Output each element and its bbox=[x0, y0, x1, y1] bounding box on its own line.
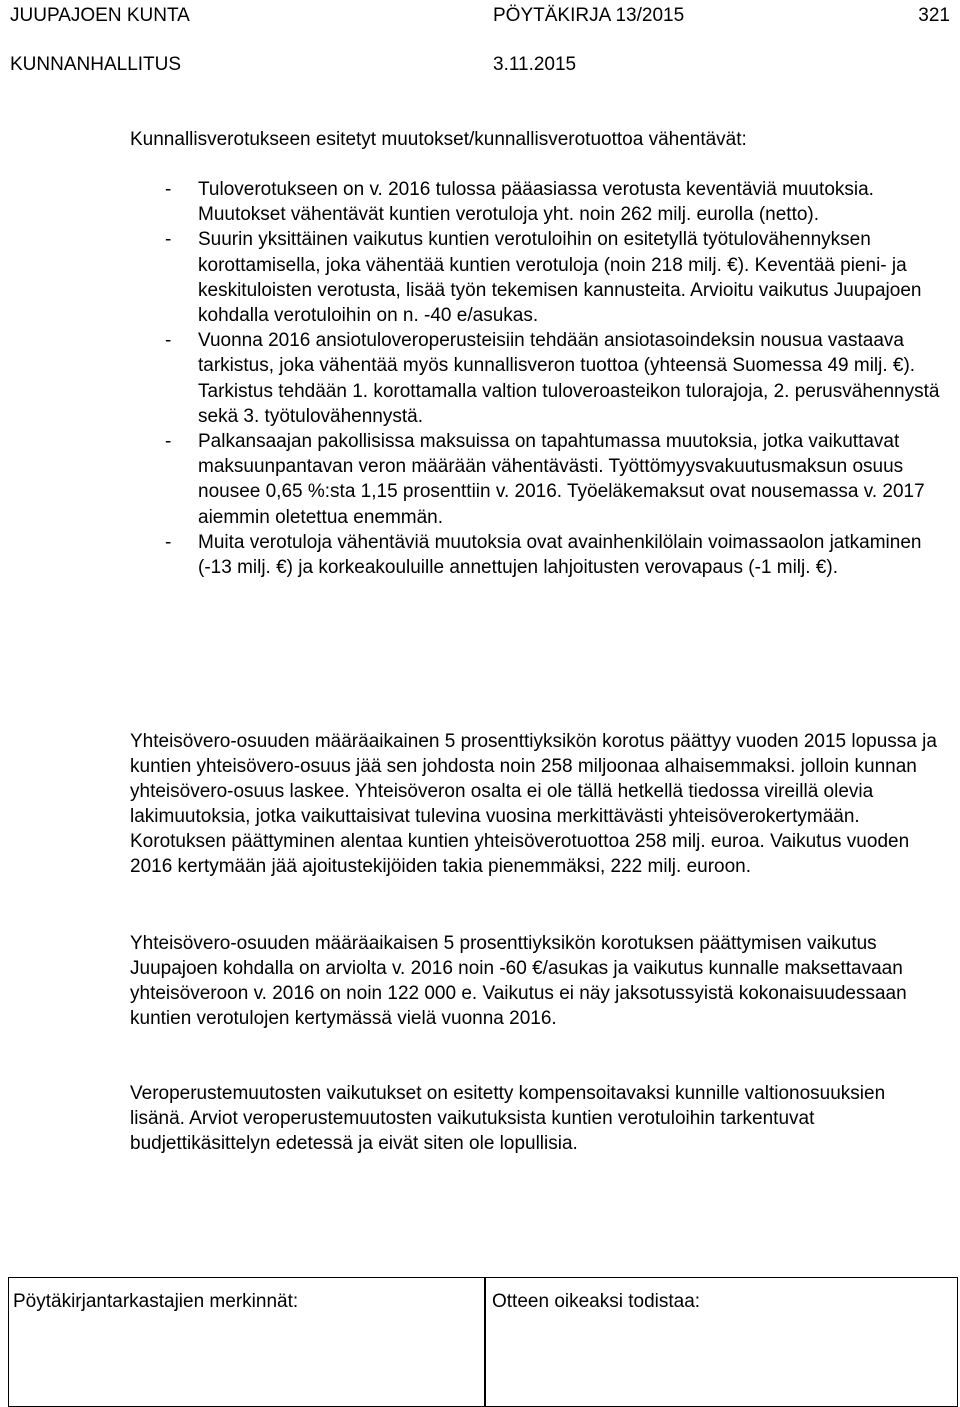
bullet-dash: - bbox=[165, 229, 172, 251]
document-title: PÖYTÄKIRJA 13/2015 bbox=[493, 5, 685, 26]
list-item bbox=[165, 227, 955, 328]
bullet-dash: - bbox=[165, 531, 172, 553]
paragraph-corporate-tax: Yhteisövero-osuuden määräaikainen 5 prosenttiyksikön korotus päättyy vuoden 2015 lopussa ja kuntien yhteisövero-osuus jää sen johdosta noin 258 miljoonaa alhaisemmaksi. jolloin kunnan yhteisövero-osuus laskee. Yhteisöveron osalta ei ole tällä hetkellä tiedossa vireillä olevia lakimuutoksia, jotka vaikuttaisivat tulevina vuosina merkittävästi yhteisöverokertymään. Korotuksen päättyminen alentaa kuntien yhteisöverotuottoa 258 milj. euroa. Vaikutus vuoden 2016 kertymään jää ajoitustekijöiden takia pienemmäksi, 222 milj. euroon. bbox=[130, 731, 937, 877]
list-item-text: Suurin yksittäinen vaikutus kuntien verotuloihin on esitetyllä työtulovähennyksen korottamisella, joka vähentää kuntien verotuloja (noin 218 milj. €). Keventää pieni- ja keskituloisten verotusta, lisää työn tekemisen kannusteita. Arvioitu vaikutus Juupajoen kohdalla verotuloihin on n. -40 e/asukas. bbox=[198, 229, 922, 327]
signature-box bbox=[8, 1277, 958, 1407]
certified-copy-label: Otteen oikeaksi todistaa: bbox=[492, 1291, 701, 1312]
reviewers-notes-label: Pöytäkirjantarkastajien merkinnät: bbox=[13, 1291, 299, 1312]
municipality-name: JUUPAJOEN KUNTA bbox=[10, 5, 190, 26]
list-item bbox=[165, 530, 955, 580]
list-item bbox=[165, 177, 955, 227]
paragraph-juupajoki-impact: Yhteisövero-osuuden määräaikaisen 5 prosenttiyksikön korotuksen päättymisen vaikutus Juupajoen kohdalla on arviolta v. 2016 noin -60 €/asukas ja vaikutus kunnalle maksettavaan yhteisöveroon v. 2016 on noin 122 000 e. Vaikutus ei näy jaksotussyistä kokonaisuudessaan kuntien verotulojen kertymässä vielä vuonna 2016. bbox=[130, 933, 907, 1029]
list-item-text: Palkansaajan pakollisissa maksuissa on tapahtumassa muutoksia, jotka vaikuttavat maksuunpantavan veron määrään vähentävästi. Työttömyysvakuutusmaksun osuus nousee 0,65 %:sta 1,15 prosenttiin v. 2016. Työeläkemaksut ovat nousemassa v. 2017 aiemmin oletettua enemmän. bbox=[198, 431, 925, 528]
meeting-date: 3.11.2015 bbox=[493, 54, 577, 75]
list-item bbox=[165, 429, 955, 530]
body-name: KUNNANHALLITUS bbox=[10, 54, 182, 75]
bullet-dash: - bbox=[165, 431, 172, 453]
bullet-dash: - bbox=[165, 179, 172, 200]
bullet-dash: - bbox=[165, 330, 172, 352]
list-item bbox=[165, 328, 955, 429]
page-number: 321 bbox=[918, 5, 950, 26]
list-item-text: Muita verotuloja vähentäviä muutoksia ovat avainhenkilölain voimassaolon jatkaminen (-13 milj. €) ja korkeakouluille annettujen lahjoitusten verovapaus (-1 milj. €). bbox=[198, 531, 922, 579]
bullet-list bbox=[165, 177, 955, 580]
list-item-text: Tuloverotukseen on v. 2016 tulossa pääasiassa verotusta keventäviä muutoksia. Muutokset vähentävät kuntien verotuloja yht. noin 262 milj. eurolla (netto). bbox=[198, 179, 874, 226]
paragraph-compensation: Veroperustemuutosten vaikutukset on esitetty kompensoitavaksi kunnille valtionosuuksien lisänä. Arviot veroperustemuutosten vaikutuksista kuntien verotuloihin tarkentuvat budjettikäsittelyn edetessä ja eivät siten ole lopullisia. bbox=[130, 1083, 886, 1154]
signature-box-divider bbox=[484, 1278, 486, 1406]
intro-line: Kunnallisverotukseen esitetyt muutokset/kunnallisverotuottoa vähentävät: bbox=[130, 129, 747, 150]
list-item-text: Vuonna 2016 ansiotuloveroperusteisiin tehdään ansiotasoindeksin nousua vastaava tarkistus, joka vähentää myös kunnallisveron tuottoa (yhteensä Suomessa 49 milj. €). Tarkistus tehdään 1. korottamalla valtion tuloveroasteikon tulorajoja, 2. perusvähennystä sekä 3. työtulovähennystä. bbox=[198, 330, 940, 427]
